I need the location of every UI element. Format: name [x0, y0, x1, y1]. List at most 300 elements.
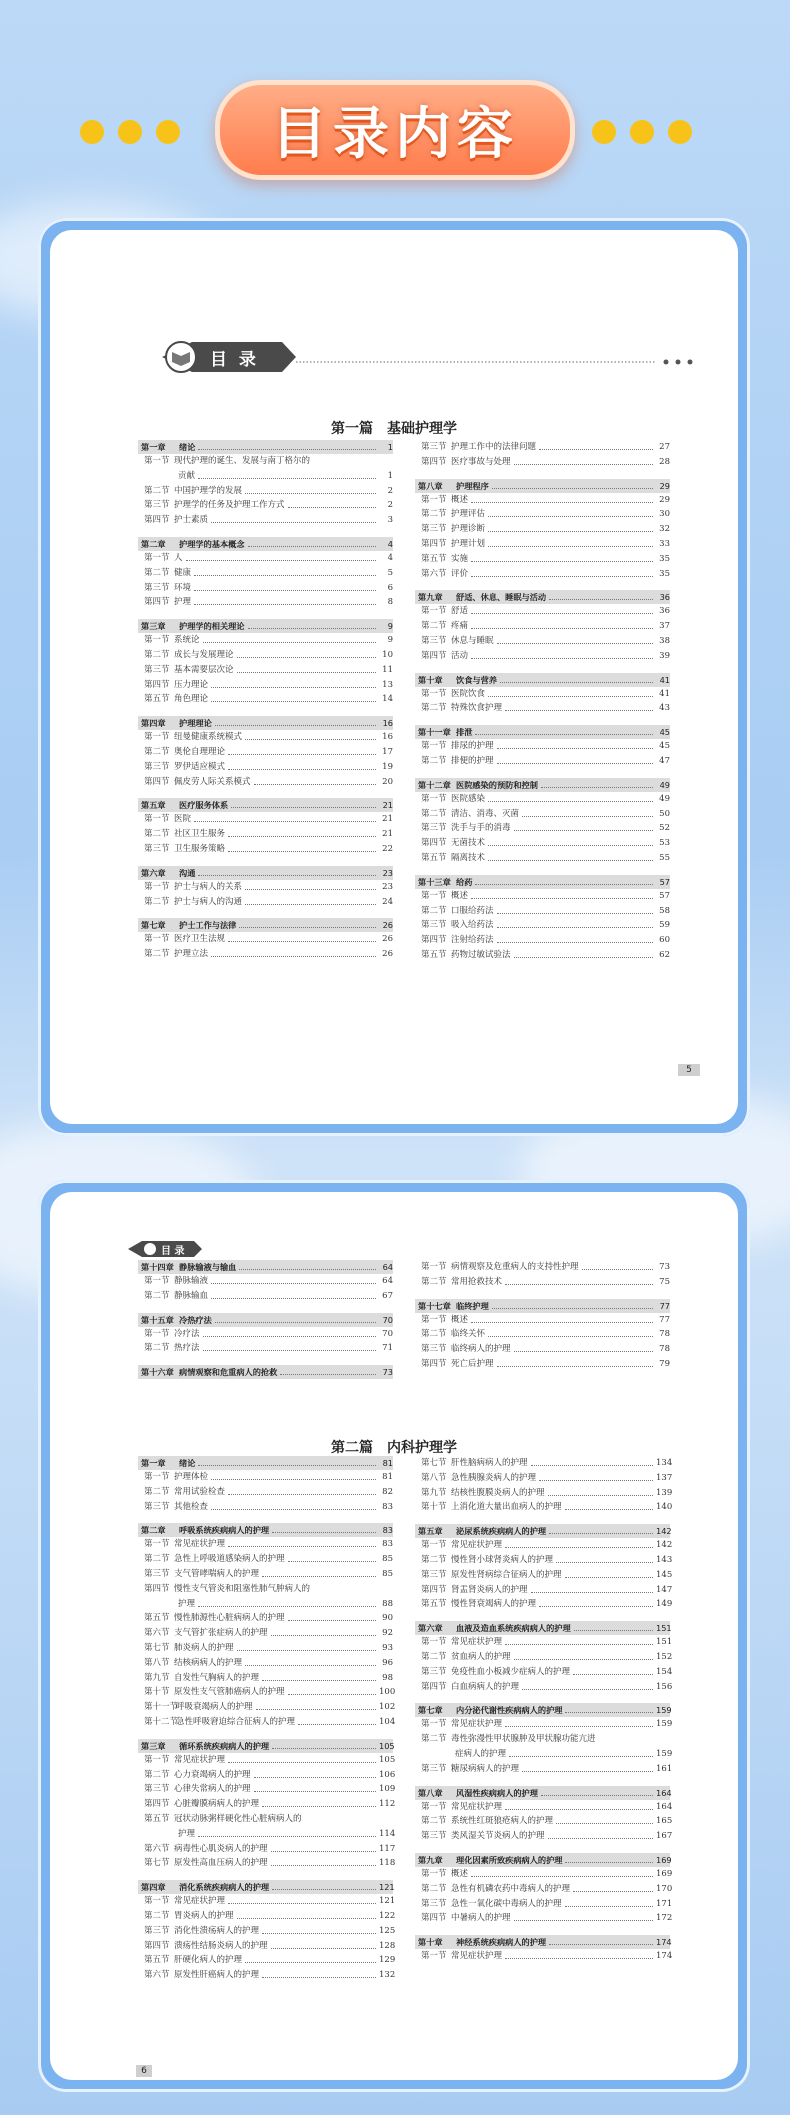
section-number: 第四节	[421, 456, 447, 467]
section-number: 第一节	[421, 1801, 447, 1812]
page-ref: 81	[382, 1458, 393, 1468]
section-row	[138, 513, 393, 528]
section-number: 第五节	[421, 553, 447, 564]
chapter-title: 舒适、休息、睡眠与活动	[456, 592, 547, 603]
section-number: 第三节	[421, 1763, 447, 1774]
dot-leader	[514, 455, 653, 465]
page-ref: 170	[656, 1883, 673, 1894]
page-ref: 30	[659, 509, 670, 520]
chapter-number: 第七章	[418, 1705, 443, 1716]
toc-column-left	[138, 1456, 396, 1983]
page-ref: 105	[379, 1740, 395, 1751]
section-title: 急性有机磷农药中毒病人的护理	[451, 1883, 571, 1894]
dot-leader	[194, 566, 376, 576]
toc-column-right-top	[415, 1260, 670, 1372]
section-row	[415, 552, 670, 567]
page-ref: 20	[382, 776, 393, 787]
section-title: 环境	[174, 582, 192, 593]
section-row	[415, 918, 670, 933]
chapter-number: 第十六章	[141, 1367, 174, 1378]
section-title: 中暑病人的护理	[451, 1913, 511, 1924]
section-row	[138, 1611, 393, 1626]
section-row	[138, 1537, 393, 1552]
dot-leader	[497, 1357, 653, 1367]
section-number: 第三节	[421, 1666, 447, 1677]
section-row	[138, 1953, 396, 1968]
section-number: 第四节	[421, 935, 447, 946]
section-title: 清洁、消毒、灭菌	[451, 808, 520, 819]
page-ref: 125	[379, 1925, 396, 1936]
page-ref: 151	[656, 1623, 672, 1634]
dot-leader	[514, 821, 653, 831]
dot-leader	[471, 649, 653, 659]
section-title: 护理学的任务及护理工作方式	[174, 500, 285, 511]
section-title: 医院饮食	[451, 688, 486, 699]
dot-leader	[194, 595, 376, 605]
chapter-number: 第九章	[418, 592, 443, 603]
page-ref: 149	[656, 1599, 673, 1610]
dot-decoration	[668, 120, 692, 144]
page-ref: 33	[659, 538, 670, 549]
section-number: 第二节	[144, 1486, 170, 1497]
section-title: 中国护理学的发展	[174, 485, 243, 496]
section-title: 排便的护理	[451, 755, 494, 766]
dot-leader	[231, 798, 376, 808]
section-title: 常用试验检查	[174, 1486, 226, 1497]
page-ref: 5	[387, 567, 393, 578]
section-title: 基本需要层次论	[174, 664, 234, 675]
page-ref: 43	[659, 703, 670, 714]
dot-leader	[548, 1486, 653, 1496]
section-number: 第五节	[144, 1955, 170, 1966]
chapter-number: 第二章	[141, 538, 166, 549]
page-ref: 82	[382, 1486, 393, 1497]
section-title: 原发性肾病综合征病人的护理	[451, 1569, 562, 1580]
dot-leader	[271, 1626, 376, 1636]
dot-leader	[245, 484, 376, 494]
dot-leader	[471, 604, 653, 614]
section-title: 常见症状护理	[174, 1896, 226, 1907]
chapter-number: 第一章	[141, 1458, 166, 1468]
section-title: 呼吸衰竭病人的护理	[176, 1702, 253, 1713]
page-ref: 134	[656, 1458, 673, 1468]
section-row	[138, 1626, 393, 1641]
page-ref: 73	[659, 1262, 670, 1272]
page-ref: 9	[387, 621, 393, 632]
page-ref: 142	[656, 1526, 672, 1537]
section-number: 第一节	[144, 732, 170, 743]
section-row	[415, 1538, 673, 1553]
toc-header	[128, 1240, 202, 1258]
dot-leader	[203, 633, 376, 643]
section-title: 症病人的护理	[455, 1748, 507, 1759]
section-number: 第三节	[144, 664, 170, 675]
section-row	[138, 730, 393, 745]
section-row	[415, 1486, 673, 1501]
dot-leader	[186, 551, 376, 561]
section-number: 第一节	[144, 1754, 170, 1765]
section-number: 第五节	[144, 1613, 170, 1624]
section-number: 第六节	[144, 1970, 170, 1981]
page-ref: 26	[382, 949, 393, 960]
chapter-number: 第五章	[418, 1526, 443, 1537]
chapter-number: 第二章	[141, 1525, 166, 1536]
page-ref: 26	[382, 920, 393, 931]
dot-leader	[280, 1365, 376, 1375]
chapter-row	[138, 1365, 393, 1379]
page-ref: 140	[656, 1502, 673, 1513]
section-title: 其他检查	[174, 1501, 209, 1512]
page-ref: 85	[382, 1568, 393, 1579]
section-number: 第四节	[144, 1583, 170, 1594]
page-ref: 154	[656, 1666, 673, 1677]
chapter-row	[138, 619, 393, 633]
toc-page-card-1	[38, 218, 750, 1136]
chapter-row	[138, 1739, 393, 1753]
section-row	[138, 454, 393, 469]
title-banner	[215, 80, 575, 180]
dot-leader	[539, 1471, 653, 1481]
chapter-number: 第三章	[141, 621, 166, 632]
section-number: 第三节	[421, 1898, 447, 1909]
dot-leader	[198, 1827, 376, 1837]
section-title: 临终病人的护理	[451, 1344, 511, 1355]
section-row	[415, 1471, 673, 1486]
page-ref: 38	[659, 635, 670, 646]
header-rule	[296, 358, 706, 366]
section-title: 自发性气胸病人的护理	[174, 1672, 260, 1683]
dot-leader	[288, 1611, 376, 1621]
section-number: 第二节	[144, 1343, 170, 1354]
page-ref: 8	[387, 597, 393, 608]
dot-leader	[514, 1342, 653, 1352]
dot-leader	[549, 1935, 653, 1945]
section-title: 静脉输血	[174, 1290, 209, 1301]
page-ref: 64	[382, 1276, 393, 1286]
section-row	[138, 1812, 393, 1827]
page-ref: 53	[659, 838, 670, 849]
section-title: 护士与病人的沟通	[174, 896, 243, 907]
section-row	[138, 1909, 396, 1924]
section-row	[415, 792, 670, 807]
dot-leader	[505, 1717, 653, 1727]
dot-leader	[497, 933, 653, 943]
section-number: 第一节	[144, 1472, 170, 1482]
section-row	[415, 1949, 673, 1964]
section-number: 第二节	[144, 567, 170, 578]
dot-leader	[471, 552, 653, 562]
section-row	[415, 739, 670, 754]
section-number: 第一节	[144, 934, 170, 945]
toc-column-right	[415, 440, 670, 963]
chapter-row	[415, 1703, 670, 1717]
section-row	[138, 566, 393, 581]
chapter-title: 血液及造血系统疾病病人的护理	[456, 1623, 571, 1634]
page-ref: 10	[382, 649, 393, 660]
dot-leader	[541, 778, 653, 788]
dot-leader	[505, 1949, 653, 1959]
page-ref: 77	[659, 1314, 670, 1325]
section-row	[138, 1582, 393, 1597]
section-number: 第十二节	[144, 1716, 179, 1727]
section-number: 第二节	[421, 703, 447, 714]
dot-leader	[488, 792, 653, 802]
chapter-title: 静脉输液与输血	[179, 1262, 237, 1272]
section-title: 注射给药法	[451, 935, 494, 946]
dot-leader	[211, 1289, 376, 1299]
page-ref: 165	[656, 1816, 673, 1827]
section-row	[138, 648, 393, 663]
section-number: 第二节	[144, 1910, 170, 1921]
section-row	[138, 1753, 396, 1768]
page-ref: 24	[382, 896, 393, 907]
section-number: 第二节	[421, 755, 447, 766]
page-ref: 16	[382, 732, 393, 743]
dot-leader	[509, 1747, 653, 1757]
dot-leader	[239, 918, 376, 928]
chapter-number: 第四章	[141, 1882, 166, 1893]
section-number: 第二节	[144, 896, 170, 907]
page-ref: 121	[379, 1896, 396, 1907]
page-ref: 22	[382, 843, 393, 854]
page-ref: 159	[656, 1705, 672, 1716]
dot-decoration	[118, 120, 142, 144]
section-number: 第四节	[421, 838, 447, 849]
chapter-row	[415, 725, 670, 739]
section-row	[415, 1717, 673, 1732]
dot-decoration	[592, 120, 616, 144]
dot-leader	[254, 1782, 376, 1792]
dot-leader	[488, 687, 653, 697]
section-number: 第三节	[144, 1925, 170, 1936]
dot-leader	[271, 1856, 376, 1866]
dot-leader	[245, 880, 376, 890]
page-ref: 169	[656, 1868, 673, 1879]
section-title: 角色理论	[174, 694, 209, 705]
toc-column-right	[415, 1456, 673, 1964]
chapter-number: 第六章	[141, 867, 166, 878]
dot-decoration	[156, 120, 180, 144]
chapter-number: 第七章	[141, 920, 166, 931]
page-ref: 23	[382, 867, 393, 878]
section-row	[138, 775, 393, 790]
page-ref: 167	[656, 1831, 673, 1842]
section-row	[138, 1552, 393, 1567]
dot-leader	[262, 1968, 376, 1978]
section-row	[415, 634, 670, 649]
dot-leader	[262, 1567, 376, 1577]
section-title: 常见症状护理	[174, 1539, 226, 1550]
chapter-row	[138, 798, 393, 812]
section-row	[138, 1470, 393, 1485]
section-number: 第五节	[421, 949, 447, 960]
section-row	[138, 1685, 396, 1700]
section-number: 第四节	[144, 1799, 170, 1810]
section-title: 排尿的护理	[451, 741, 494, 752]
dot-leader	[497, 904, 653, 914]
page-ref: 164	[656, 1801, 673, 1812]
page-ref: 21	[382, 800, 393, 811]
page-ref: 81	[382, 1472, 393, 1482]
dot-leader	[211, 513, 376, 523]
section-number: 第五节	[421, 1599, 447, 1610]
section-row	[415, 1680, 673, 1695]
dot-leader	[471, 567, 653, 577]
section-number: 第一节	[421, 1719, 447, 1730]
dot-leader	[245, 1656, 376, 1666]
section-number: 第三节	[421, 1831, 447, 1842]
section-title: 急性上呼吸道感染病人的护理	[174, 1554, 285, 1565]
section-row	[415, 1357, 670, 1372]
section-title: 冷疗法	[174, 1328, 200, 1339]
section-row	[415, 440, 670, 455]
section-title: 糖尿病病人的护理	[451, 1763, 520, 1774]
section-row	[415, 1313, 670, 1328]
section-row	[138, 1768, 396, 1783]
page-ref: 52	[659, 823, 670, 834]
dot-leader	[248, 619, 376, 629]
page-ref: 145	[656, 1569, 673, 1580]
section-number: 第一节	[421, 1314, 447, 1325]
section-title: 常见症状护理	[451, 1801, 503, 1812]
chapter-row	[415, 1853, 670, 1867]
section-number: 第三节	[421, 1569, 447, 1580]
section-number: 第二节	[144, 1290, 170, 1301]
dot-leader	[471, 1313, 653, 1323]
section-number: 第八节	[421, 1472, 447, 1483]
section-number: 第三节	[421, 823, 447, 834]
chapter-number: 第十章	[418, 674, 443, 685]
section-number: 第七节	[144, 1642, 170, 1653]
dot-leader	[245, 1953, 376, 1963]
page-ref: 83	[382, 1501, 393, 1512]
section-number: 第四节	[144, 776, 170, 787]
section-title: 护理	[178, 1828, 196, 1839]
dot-leader	[228, 760, 376, 770]
section-row	[138, 1641, 393, 1656]
section-row	[415, 889, 670, 904]
section-row	[415, 604, 670, 619]
page-ref: 172	[656, 1913, 673, 1924]
section-title: 急性呼吸窘迫综合征病人的护理	[176, 1716, 296, 1727]
chapter-number: 第十章	[418, 1937, 443, 1948]
section-row	[138, 498, 393, 513]
section-number: 第一节	[421, 890, 447, 901]
section-row	[138, 692, 393, 707]
page-ref: 100	[379, 1687, 396, 1698]
chapter-row	[415, 1935, 670, 1949]
chapter-title: 神经系统疾病病人的护理	[456, 1937, 547, 1948]
dot-leader	[228, 1894, 376, 1904]
section-number: 第二节	[421, 1329, 447, 1340]
dot-leader	[194, 812, 376, 822]
section-title: 静脉输液	[174, 1276, 209, 1286]
section-row	[138, 1968, 396, 1983]
chapter-number: 第四章	[141, 718, 166, 729]
section-title: 纽曼健康系统模式	[174, 732, 243, 743]
dot-leader	[262, 1924, 376, 1934]
section-row	[415, 1882, 673, 1897]
section-title-continued	[138, 469, 393, 484]
section-title: 慢性肺源性心脏病病人的护理	[174, 1613, 285, 1624]
section-number: 第四节	[144, 597, 170, 608]
section-row	[415, 537, 670, 552]
section-title: 贫血病人的护理	[451, 1651, 511, 1662]
dot-decoration	[630, 120, 654, 144]
section-number: 第二节	[144, 1554, 170, 1565]
section-number: 第九节	[421, 1487, 447, 1498]
section-row	[415, 1814, 673, 1829]
section-number: 第十一节	[144, 1702, 179, 1713]
dot-leader	[488, 836, 653, 846]
section-number: 第一节	[144, 635, 170, 646]
dot-leader	[211, 1500, 376, 1510]
page-ref: 55	[659, 852, 670, 863]
section-title: 护理诊断	[451, 524, 486, 535]
page-ref: 147	[656, 1584, 673, 1595]
chapter-title: 护理学的基本概念	[179, 538, 245, 549]
section-row	[415, 1500, 673, 1515]
section-title: 原发性肝癌病人的护理	[174, 1970, 260, 1981]
section-title: 急性一氧化碳中毒病人的护理	[451, 1898, 562, 1909]
section-title: 护理立法	[174, 949, 209, 960]
section-row	[415, 1911, 673, 1926]
toc-header-label: 目 录	[210, 350, 259, 370]
section-row	[415, 1583, 673, 1598]
part-title: 第一篇 基础护理学	[331, 421, 457, 437]
section-title: 胃炎病人的护理	[174, 1910, 234, 1921]
section-title: 肝硬化病人的护理	[174, 1955, 243, 1966]
dot-leader	[514, 948, 653, 958]
section-row	[415, 619, 670, 634]
section-number: 第一节	[421, 1262, 447, 1272]
dot-leader	[505, 1635, 653, 1645]
section-row	[138, 947, 393, 962]
section-row	[138, 760, 393, 775]
page-ref: 41	[659, 674, 670, 685]
page-ref: 41	[659, 688, 670, 699]
section-row	[138, 1289, 393, 1304]
dot-leader	[574, 1621, 653, 1631]
page-ref: 37	[659, 621, 670, 632]
page-ref: 105	[379, 1754, 396, 1765]
toc-page-2	[50, 1192, 738, 2080]
section-title: 护士素质	[174, 515, 209, 526]
section-row	[138, 1327, 393, 1342]
chapter-title: 沟通	[179, 867, 196, 878]
chapter-row	[415, 479, 670, 493]
section-title: 护理计划	[451, 538, 486, 549]
page-ref: 75	[659, 1276, 670, 1287]
toc-page-1	[50, 230, 738, 1124]
page-ref: 4	[387, 538, 393, 549]
page-ref: 50	[659, 808, 670, 819]
section-title: 压力理论	[174, 679, 209, 690]
section-row	[138, 1567, 393, 1582]
page-ref: 35	[659, 553, 670, 564]
section-number: 第一节	[421, 1540, 447, 1551]
section-row	[138, 581, 393, 596]
chapter-row	[138, 1313, 393, 1327]
section-row	[138, 932, 393, 947]
chapter-title: 绪论	[179, 1458, 196, 1468]
page-ref: 129	[379, 1955, 396, 1966]
chapter-row	[415, 673, 670, 687]
page-ref: 174	[656, 1951, 673, 1962]
section-number: 第二节	[144, 746, 170, 757]
dot-leader	[203, 1341, 376, 1351]
section-row	[138, 842, 393, 857]
